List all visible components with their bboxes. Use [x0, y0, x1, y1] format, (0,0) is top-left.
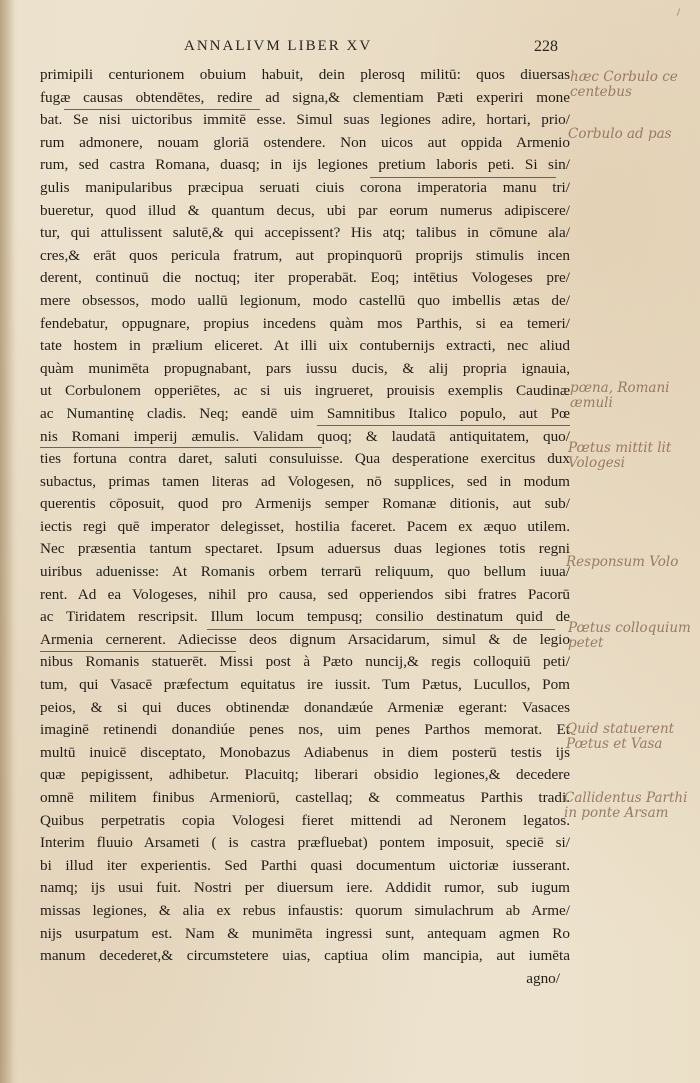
text-line: nibus Romanis statuerēt. Missi post à Pæto nuncij,& regis colloquiū peti/ — [40, 653, 570, 671]
text-line: quàm munimēta propugnabant, pars iussu ducis, & alij propria ignauia, — [40, 359, 570, 377]
margin-note — [568, 621, 691, 651]
margin-note-line: Pœtus mittit lit — [568, 440, 672, 456]
gutter-shadow — [0, 0, 14, 1083]
text-line: Interim fluuio Arsameti ( is castra præfluebat) pontem imposuit, speciē si/ — [40, 834, 570, 852]
page-header — [178, 36, 578, 60]
text-line: ac Tiridatem rescripsit. Illum locum tempusq; consilio destinatum quid de — [40, 608, 570, 626]
text-line: bi illud iter experientis. Sed Parthi quasi documentum uictoriæ iusserant. — [40, 856, 570, 874]
text-line: subactus, primas tamen literas ad Vologesen, nō supplices, sed in modum — [40, 472, 570, 490]
text-line: derent, continuū die noctuq; iter properabāt. Eoq; intētius Vologeses pre/ — [40, 269, 570, 287]
margin-note — [570, 381, 669, 411]
text-line: fendebatur, oppugnare, propius incedens quàm mos Parthis, si ea temeri/ — [40, 314, 570, 332]
text-line: missas legiones, & alia ex rebus infaustis: quorum simulachrum ab Arme/ — [40, 901, 570, 919]
underline — [207, 629, 555, 630]
margin-note — [568, 127, 672, 142]
text-line: mere obsessos, modo uallū legionum, modo castellū quo imbellis ætas de/ — [40, 291, 570, 309]
margin-note-line: Pœtus et Vasa — [566, 736, 663, 752]
margin-note — [570, 70, 678, 100]
text-line: Quibus perpetratis copia Vologesi fieret mittendi ad Neronem legatos. — [40, 811, 570, 829]
text-line: bueretur, quod illud & quantum decus, ubi par eorum numerus adipiscere/ — [40, 201, 570, 219]
underline — [317, 425, 570, 426]
text-line: rent. Ad ea Vologeses, nihil pro causa, sed opperiendos sibi fratres Pacorū — [40, 585, 570, 603]
text-line: Nec præsentia tantum spectaret. Ipsum aduersus duas legiones totis regni — [40, 540, 570, 558]
running-title: ANNALIVM LIBER XV — [184, 38, 373, 54]
underline — [40, 447, 322, 448]
text-line: peios, & si qui duces obtinendæ donandæúe Armeniæ egerant: Vasaces — [40, 698, 570, 716]
text-line: imaginē retinendi donandiúe penes nos, uim penes Parthos memorat. Et — [40, 721, 570, 739]
margin-note-line: pœna, Romani — [570, 380, 670, 396]
text-line: rum admonere, nouam gloriā ostendere. Non uicos aut oppida Armenio — [40, 133, 570, 151]
text-line: multū inuicē disceptato, Monobazus Adiabenus in diem posterū testis ijs — [40, 743, 570, 761]
margin-note-line: Pœtus colloquium — [568, 620, 691, 636]
text-line: cres,& erāt quos pericula fratrum, aut propinquorū proprijs stimulis incen — [40, 246, 570, 264]
margin-note — [564, 791, 687, 821]
text-line: omnē militem finibus Armeniorū, castellaq; & commeatus Parthis tradi. — [40, 789, 570, 806]
text-line: ties fortuna contra daret, saluti consuluisse. Qua desperatione exercitus dux — [40, 450, 570, 468]
text-line: ac Numantinę cladis. Neq; eandē uim Samnitibus Italico populo, aut Pœ — [40, 404, 570, 422]
text-line: manum decederet,& circumstetere uias, captiua olim mancipia, aut iumēta — [40, 947, 570, 965]
text-line: ut Corbulonem opperiētes, ac si uis ingrueret, prouisis exemplis Caudinæ — [40, 382, 570, 400]
text-line: nijs usurpatum est. Nam & munimēta ingressi sunt, antequam agmen Ro — [40, 924, 570, 942]
main-text-block — [40, 64, 570, 990]
underline — [64, 109, 260, 110]
margin-note-line: Responsum Volo — [566, 554, 679, 570]
margin-note-line: hæc Corbulo ce — [570, 69, 678, 85]
text-line: fugæ causas obtendētes, redire ad signa,& clementiam Pæti experiri mone — [40, 88, 570, 106]
page-number: 228 — [534, 38, 558, 55]
margin-note — [566, 722, 674, 752]
margin-note — [568, 441, 671, 471]
text-line: rum, sed castra Romana, duasq; in ijs legiones pretium laboris peti. Si sin/ — [40, 156, 570, 174]
text-line: querentis cōposuit, quod pro Armenijs semper Romanæ ditionis, aut sub/ — [40, 495, 570, 513]
text-line: quæ pepigissent, adhibetur. Placuitq; liberari obsidio legiones,& decedere — [40, 766, 570, 784]
margin-note-line: Quid statuerent — [566, 721, 675, 737]
text-line: tum, qui Vasacē præfectum equitatus ire iussit. Tum Pætus, Lucullos, Pom — [40, 676, 570, 694]
text-line: uiribus aduenisse: At Romanis orbem terrarū reliquum, quo bellum iuua/ — [40, 563, 570, 581]
text-line: iectis regi quē imperator delegisset, hostilia faceret. Pacem ex æquo utilem. — [40, 517, 570, 535]
text-line: nis Romani imperij æmulis. Validam quoq; & laudatā antiquitatem, quo/ — [40, 427, 570, 445]
text-line: gulis manipularibus præcipua seruati ciuis corona imperatoria manu tri/ — [40, 178, 570, 196]
text-line: agno/ — [526, 969, 560, 987]
margin-note-line: Vologesi — [568, 455, 625, 471]
text-line: tate hostem in prælium eliceret. At illi uix contubernijs extracti, nec aliud — [40, 337, 570, 355]
text-line: bat. Se nisi uictoribus immitē esse. Simul suas legiones adire, hortari, prio/ — [40, 111, 570, 129]
margin-note-line: petet — [568, 635, 604, 651]
margin-note-line: æmuli — [570, 395, 613, 411]
margin-note-line: in ponte Arsam — [564, 805, 669, 821]
margin-note-line: Callidentus Parthi — [564, 790, 688, 806]
margin-note — [566, 555, 678, 570]
text-line: tur, qui attulissent salutē,& qui accepissent? His atq; talibus in cōmune ala/ — [40, 224, 570, 242]
underline — [370, 177, 556, 178]
text-line: primipili centurionem obuium habuit, dein plerosq militū: quos diuersas — [40, 66, 570, 83]
text-line: namq; ijs usui fuit. Nostri per diuersum iere. Addidit rumor, sub iugum — [40, 879, 570, 897]
margin-note-line: centebus — [570, 84, 632, 100]
margin-note-line: Corbulo ad pas — [568, 126, 672, 142]
text-line: Armenia cernerent. Adiecisse deos dignum Arsacidarum, simul & de legio — [40, 630, 570, 648]
marginalia — [562, 0, 700, 1083]
underline — [40, 651, 236, 652]
